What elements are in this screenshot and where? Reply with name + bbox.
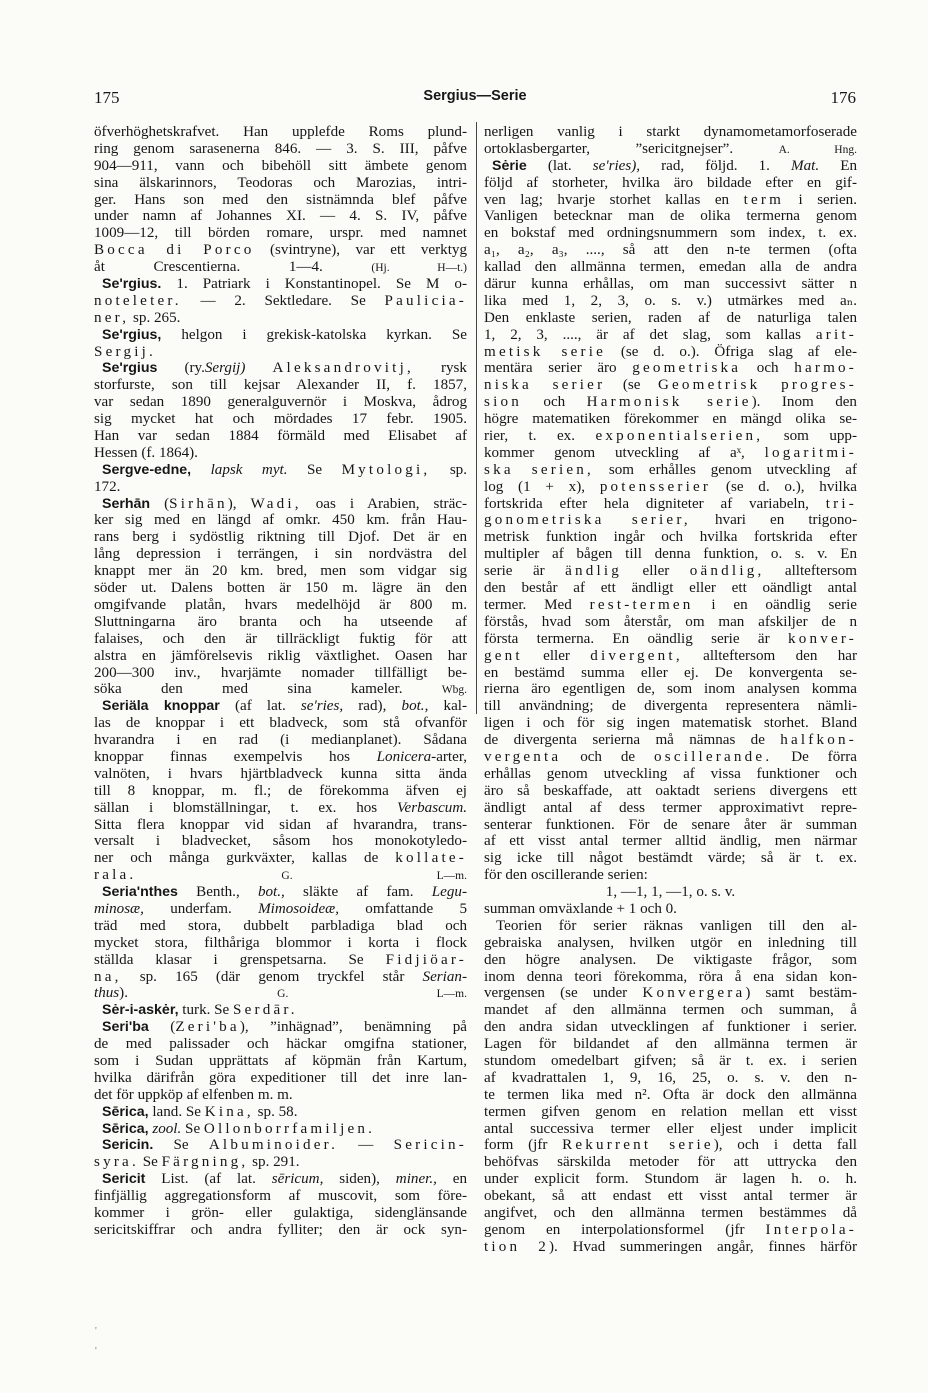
text-line: sericitskiffrar och andra fylliter; den är ock syn- — [94, 1221, 467, 1238]
text-line: na, sp. 165 (där genom tryckfel står Serian- — [94, 968, 467, 985]
right-column — [484, 124, 857, 1256]
column-divider — [476, 122, 477, 714]
text-line: af kvadrattalen 1, 9, 16, 25, o. s. v. den n- — [484, 1069, 857, 1086]
text-line: sig icke till något bestämdt värde; så är t. ex. — [484, 850, 857, 867]
entry-seriala-knoppar: Seriäla knoppar (af lat. se'ries, rad), bot., kal- — [102, 698, 467, 715]
text-line: Den enklaste serien, raden af de naturliga talen — [484, 309, 857, 326]
text-line: behöfvas särskilda metoder för att uttrycka den — [484, 1154, 857, 1171]
text-line: versalt i bladvecket, såsom hos monokotyledo- — [94, 833, 467, 850]
author-signature: G. L—m. — [281, 870, 467, 883]
text-line: det för uppköp af elfenben m. m. — [94, 1086, 293, 1103]
text-line: 1, 2, 3, ...., är af det slag, som kallas arit- — [484, 326, 857, 343]
text-line: termer. Med rest-termen i en oändlig serie — [484, 596, 857, 613]
entry-sericit: Sericit List. (af lat. sēricum, siden), miner., en — [102, 1171, 467, 1188]
text-line: därur kunna erhållas, om man successivt sätter n — [484, 276, 857, 293]
text-line: finfjällig aggregationsform af muscovit, som före- — [94, 1188, 467, 1205]
text-line: obekant, så att endast ett visst antal termer är — [484, 1188, 857, 1205]
text-line: fortskrida efter hela digniteter af variabeln, tri- — [484, 495, 857, 512]
left-column — [94, 124, 467, 1239]
text-line: mandet af den allmänna termen och summan, å — [484, 1002, 857, 1019]
text-line: thus). G. L—m. — [94, 985, 467, 1002]
text-line: metrisk funktion ingår och hvilka fortskrida efter — [484, 529, 857, 546]
text-line: Vanligen betecknar man de olika termerna genom — [484, 208, 857, 225]
text-line: söka den med sina kameler. Wbg. — [94, 681, 467, 698]
entry-headword: Sericin. — [102, 1137, 154, 1154]
text-line: sällan i blomställningar, t. ex. hos Verbascum. — [94, 799, 467, 816]
text-line: serie är ändlig eller oändlig, allteftersom — [484, 563, 857, 580]
text-line: a₁, a₂, a₃, ...., så att den n-te termen (ofta — [484, 242, 857, 259]
text-line: öfverhöghetskrafvet. Han upplefde Roms plund- — [94, 124, 467, 140]
entry-serie: Sėrie (lat. se'ries), rad, följd. 1. Mat. En — [492, 157, 857, 174]
text-line: niska serier (se Geometrisk progres- — [484, 377, 857, 394]
text-line: den består af ett ändligt eller ett oändligt antal — [484, 580, 857, 597]
text-line: ring genom sarasenerna 846. — 3. S. III, påfve — [94, 140, 467, 157]
text-line: ner, sp. 265. — [94, 309, 181, 326]
text-line: Sluttningarna äro branta och ha utseende af — [94, 613, 467, 630]
text-line: rierna äro egentligen de, som inom analysen komma — [484, 681, 857, 698]
text-line: under namn af Johannes XI. — 4. S. IV, påfve — [94, 208, 467, 225]
text-line: Han var sedan 1884 förmäld med Elisabet af — [94, 428, 467, 445]
text-line: Sitta flera knoppar vid sidan af hvarandra, trans- — [94, 816, 467, 833]
text-line: en bokstaf med ordningsnummern som index, t. ex. — [484, 225, 857, 242]
text-line: syra. Se Färgning, sp. 291. — [94, 1154, 300, 1171]
author-signature: Wbg. — [441, 684, 467, 697]
text-line: sina älskarinnors, Teodoras och Marozias, intri- — [94, 174, 467, 191]
author-signature: A. Hng. — [778, 143, 857, 156]
text-line: hvilka därifrån göra expeditioner till det inre lan- — [94, 1069, 467, 1086]
text-line: 200—300 inv., hvarjämte nomader tillfälligt be- — [94, 664, 467, 681]
text-line: noteleter. — 2. Sektledare. Se Paulicia- — [94, 292, 467, 309]
text-line: 904—911, vann och bibehöll sitt ämbete genom — [94, 157, 467, 174]
text-line: multipler af bågen till denna funktion, o. s. v. En — [484, 546, 857, 563]
entry-headword: Seria'nthes — [102, 884, 178, 901]
text-line: som i Sudan upprättats af köpmän från Kartum, — [94, 1052, 467, 1069]
text-line: rans berg i sydöstlig riktning till Djof. Det är en — [94, 529, 467, 546]
running-title: Sergius—Serie — [423, 88, 527, 104]
text-line: falaises, och den är tillräckligt fuktig för att — [94, 630, 467, 647]
page-number-left: 175 — [94, 88, 120, 107]
text-line: ven lag; hvarje storhet kallas en term i serien. — [484, 191, 857, 208]
text-line: af ett visst antal termer alltid ändlig, men närmar — [484, 833, 857, 850]
text-line: termen gifven genom en relation mellan ett visst — [484, 1103, 857, 1120]
text-line: erhållas genom utveckling af vissa funktioner och — [484, 765, 857, 782]
page-number-right: 176 — [830, 88, 856, 107]
entry-headword: Sērica, — [102, 1103, 149, 1120]
text-line: valnöten, i hvars hjärtbladveck kunna sitta ända — [94, 765, 467, 782]
text-line: angifvet, och den allmänna termen bestämmes då — [484, 1205, 857, 1221]
text-line: vergenta och de oscillerande. De förra — [484, 748, 857, 765]
entry-headword: Sergve-edne, — [102, 461, 192, 478]
text-line: ortoklasbergarter, ”sericitgnejser”. A. Hng. — [484, 140, 857, 157]
text-line: nerligen vanlig i starkt dynamometamorfoserade — [484, 124, 857, 140]
text-line: de med palissader och häckar omgifna stationer, — [94, 1036, 467, 1053]
text-line: en bestämd summa eller ej. De konvergenta se- — [484, 664, 857, 681]
text-line: ner och många gurkväxter, kallas de kollate- — [94, 850, 467, 867]
text-line: te termen lika med n². Ofta är dock den allmänna — [484, 1086, 857, 1103]
text-line: den högre analysen. De viktigaste frågor, som — [484, 951, 857, 968]
text-line: rier, t. ex. exponentialserien, som upp- — [484, 428, 857, 445]
text-line: gebraiska analysen, hvilken utgör en inledning till — [484, 934, 857, 951]
text-line: 1009—12, till börden romare, urspr. med namnet — [94, 225, 467, 242]
text-line: sig mycket hat och mördades 17 febr. 1905. — [94, 411, 467, 428]
text-line: hvarandra i en rad (i medianplanet). Sådana — [94, 732, 467, 749]
text-line: lika med 1, 2, 3, o. s. v.) utmärkes med aₙ. — [484, 292, 857, 309]
entry-headword: Sericit — [102, 1171, 146, 1188]
entry-headword: Seri'ba — [102, 1019, 149, 1036]
entry-sergve-edne: Sergve-edne, lapsk myt. Se Mytologi, sp. — [102, 461, 467, 478]
text-line: antal successiva termer eller eljest under implicit — [484, 1120, 857, 1137]
text-line: ställda klasar i grenspetsarna. Se Fidjiöar- — [94, 951, 467, 968]
entry-headword: Serhān — [102, 495, 151, 512]
text-line: vergensen (se under Konvergera) samt bestäm- — [484, 985, 857, 1002]
text-line: 172. — [94, 478, 121, 495]
entry-headword: Sėr-i-askėr, — [102, 1002, 179, 1019]
text-line: för den oscillerande serien: — [484, 867, 648, 884]
entry-sergius-3: Se'rgius (ry.Sergij) Aleksandrovitj, rysk — [102, 360, 467, 377]
text-line: Teorien för serier räknas vanligen till den al- — [496, 917, 857, 934]
text-line: tion 2). Hvad summeringen angår, finnes härför — [484, 1238, 857, 1255]
text-line: träd med stora, dubbelt parbladiga blad och — [94, 917, 467, 934]
text-line: till 8 knoppar, m. fl.; de förekomma äfven ej — [94, 782, 467, 799]
text-line: las de knoppar i ett bladveck, som stå ofvanför — [94, 715, 467, 732]
text-line: kommer i grön- eller gulaktiga, sidenglänsande — [94, 1205, 467, 1221]
text-line: lång depression i terrängen, i sin nordvästra del — [94, 546, 467, 563]
text-line: förstås, hvad som återstår, om man afskiljer de n — [484, 613, 857, 630]
text-line: kallad den allmänna termen, emedan alla de andra — [484, 259, 857, 276]
text-line: log (1 + x), potensserier (se d. o.), hvilka — [484, 478, 857, 495]
text-line: äro så beskaffade, att oaktadt seriens divergens ett — [484, 782, 857, 799]
text-line: under explicit form. Stundom är lagen h. o. h. — [484, 1171, 857, 1188]
margin-mark: ' — [95, 1346, 97, 1357]
text-line: mentära serier äro geometriska och harmo- — [484, 360, 857, 377]
text-line: ligen i och för sig ingen matematisk storhet. Bland — [484, 715, 857, 732]
text-line: summan omväxlande + 1 och 0. — [484, 900, 677, 917]
text-line: åt Crescentierna. 1—4. (Hj. H—t.) — [94, 259, 467, 276]
text-line: minosæ, underfam. Mimosoideæ, omfattande 5 — [94, 900, 467, 917]
text-line: knoppar finnas exempelvis hos Lonicera-arter, — [94, 748, 467, 765]
entry-headword: Se'rgius, — [102, 326, 162, 343]
text-line: form (jfr Rekurrent serie), och i detta fall — [484, 1137, 857, 1154]
entry-headword: Se'rgius. — [102, 276, 162, 293]
entry-headword: Sėrie — [492, 157, 527, 174]
entry-headword: Sērica, — [102, 1120, 149, 1137]
entry-headword: Seriäla knoppar — [102, 698, 220, 715]
entry-sergius-1: Se'rgius. 1. Patriark i Konstantinopel. Se M o- — [102, 276, 467, 293]
text-line: metisk serie (se d. o.). Öfriga slag af ele- — [484, 343, 857, 360]
text-line: omgifvande platån, hvars medelhöjd är 800 m. — [94, 596, 467, 613]
text-line: sion och Harmonisk serie). Inom den — [484, 394, 857, 411]
entry-serianthes: Seria'nthes Benth., bot., släkte af fam. Legu- — [102, 884, 467, 901]
text-line: mycket stora, filthåriga blommor i korta i flock — [94, 934, 467, 951]
entry-serica-land: Sērica, land. Se Kina, sp. 58. — [102, 1103, 298, 1120]
text-line: gonometriska serier, hvari en trigono- — [484, 512, 857, 529]
margin-mark: ' — [95, 1326, 97, 1337]
page-header — [94, 88, 856, 110]
text-line: genom en interpolationsformel (jfr Interpola- — [484, 1221, 857, 1238]
entry-sergius-2: Se'rgius, helgon i grekisk-katolska kyrkan. Se — [102, 326, 467, 343]
text-line: följd af storheter, hvilka äro bildade efter en gif- — [484, 174, 857, 191]
text-line: var sedan 1890 generalguvernör i Moskva, ådrog — [94, 394, 467, 411]
text-line: gent eller divergent, allteftersom den har — [484, 647, 857, 664]
entry-serhan: Serhān (Sirhān), Wadi, oas i Arabien, sträc- — [102, 495, 467, 512]
text-line: rala. G. L—m. — [94, 867, 467, 884]
text-line: stundom omedelbart gifven; så är t. ex. i serien — [484, 1052, 857, 1069]
text-line: Lagen för bildandet af den allmänna termen är — [484, 1036, 857, 1053]
text-line: knappt mer än 20 km. bred, men som vidgar sig — [94, 563, 467, 580]
text-line: första termerna. En oändlig serie är konver- — [484, 630, 857, 647]
text-line: inom denna teori förekomma, röra å ena sidan kon- — [484, 968, 857, 985]
text-line: alstra en jämförelsevis riklig växtlighet. Oasen har — [94, 647, 467, 664]
text-line: kommer genom utveckling af aˣ, logaritmi- — [484, 444, 857, 461]
text-line: den andra sidan utvecklingen af funktioner i serier. — [484, 1019, 857, 1036]
text-line: senterar funktionen. För de senare åter är summan — [484, 816, 857, 833]
text-line: storfurste, son till kejsar Alexander II, f. 1857, — [94, 377, 467, 394]
text-line: ska serien, som erhålles genom utveckling af — [484, 461, 857, 478]
text-line: ändligt antal af dess termer approximativt repre- — [484, 799, 857, 816]
author-signature: (Hj. H—t.) — [371, 262, 467, 275]
text-line: till användning; de divergenta representera nämli- — [484, 698, 857, 715]
entry-sericin: Sericin. Se Albuminoider. — Sericin- — [102, 1137, 467, 1154]
author-signature: G. L—m. — [277, 988, 467, 1001]
text-line: söder ut. Dalens botten är 150 m. lägre än den — [94, 580, 467, 597]
entry-headword: Se'rgius — [102, 360, 158, 377]
text-line: Hessen (f. 1864). — [94, 444, 198, 461]
text-line: ger. Hans son med den sistnämnda blef påfve — [94, 191, 467, 208]
entry-seriba: Seri'ba (Zeri'ba), ”inhägnad”, benämning på — [102, 1019, 467, 1036]
text-line: högre matematiken förekommer en mängd olika se- — [484, 411, 857, 428]
entry-serica-zool: Sērica, zool. Se Ollonborrfamiljen. — [102, 1120, 376, 1137]
text-line: Bocca di Porco (svintryne), var ett verktyg — [94, 242, 467, 259]
formula-line: 1, —1, 1, —1, o. s. v. — [605, 884, 736, 901]
text-line: ker sig med en längd af omkr. 450 km. från Hau- — [94, 512, 467, 529]
text-line: de divergenta serierna må nämnas de halfkon- — [484, 732, 857, 749]
entry-ser-i-asker: Sėr-i-askėr, turk. Se Serdār. — [102, 1002, 298, 1019]
text-line: Sergij. — [94, 343, 156, 360]
